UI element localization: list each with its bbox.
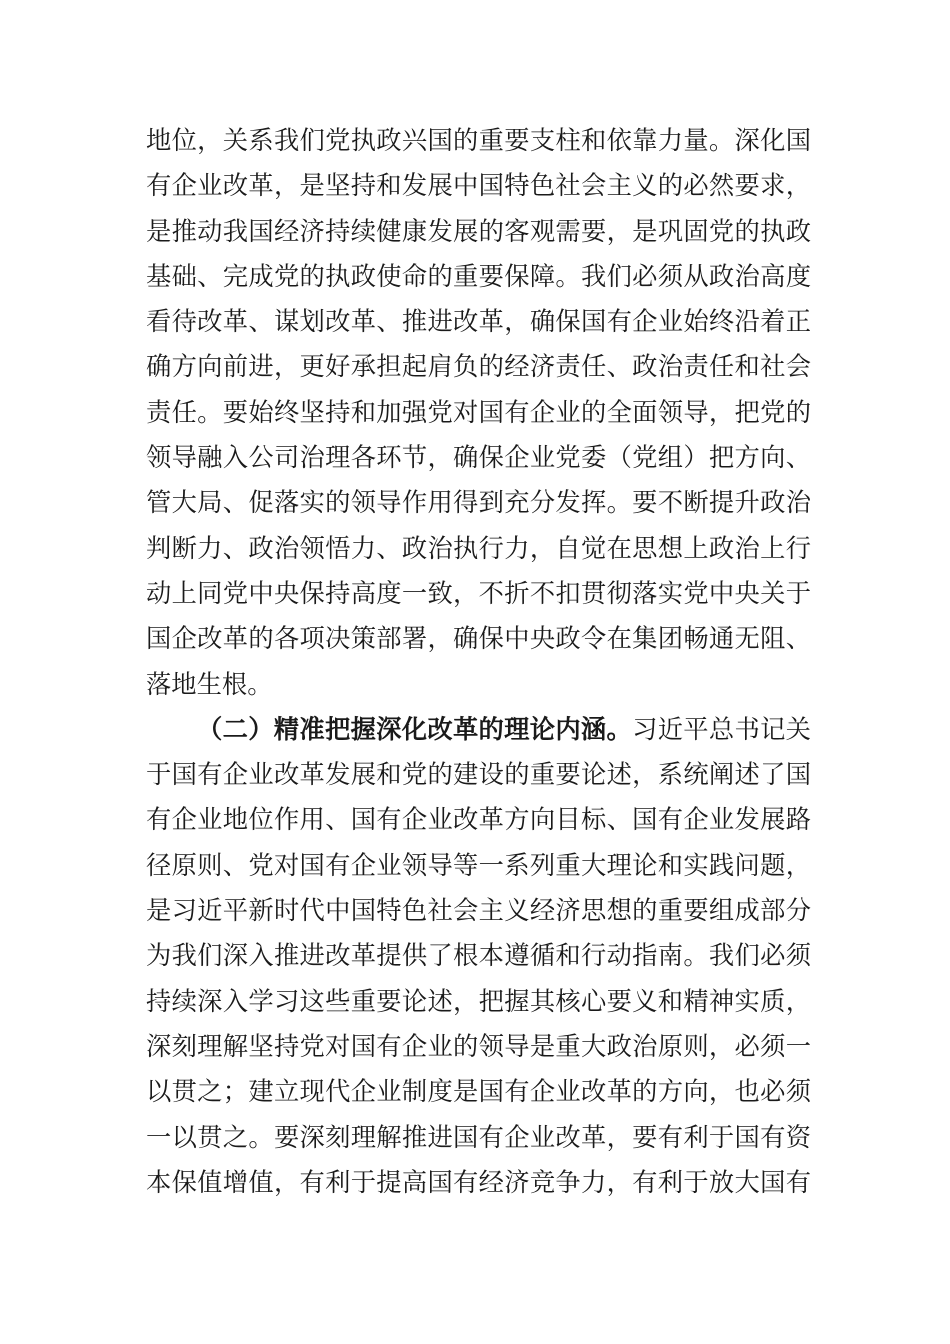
text-line: 确方向前进，更好承担起肩负的经济责任、政治责任和社会: [146, 352, 811, 382]
text-line: 深刻理解坚持党对国有企业的领导是重大政治原则，必须一: [146, 1031, 811, 1061]
text-line: 有企业地位作用、国有企业改革方向目标、国有企业发展路: [146, 805, 811, 835]
text-line: 于国有企业改革发展和党的建设的重要论述，系统阐述了国: [146, 760, 811, 790]
text-line: 一以贯之。要深刻理解推进国有企业改革，要有利于国有资: [146, 1122, 811, 1152]
text-line: 是习近平新时代中国特色社会主义经济思想的重要组成部分: [146, 896, 811, 926]
text-line: 持续深入学习这些重要论述，把握其核心要义和精神实质，: [146, 986, 811, 1016]
text-line: 责任。要始终坚持和加强党对国有企业的全面领导，把党的: [146, 397, 811, 427]
text-line: 落地生根。: [146, 669, 273, 699]
section-heading: （二）精准把握深化改革的理论内涵。: [197, 713, 633, 744]
text-line: 判断力、政治领悟力、政治执行力，自觉在思想上政治上行: [146, 533, 811, 563]
text-line: 国企改革的各项决策部署，确保中央政令在集团畅通无阻、: [146, 624, 811, 654]
text-line: 管大局、促落实的领导作用得到充分发挥。要不断提升政治: [146, 488, 811, 518]
text-line: 是推动我国经济持续健康发展的客观需要，是巩固党的执政: [146, 216, 811, 246]
text-line: 径原则、党对国有企业领导等一系列重大理论和实践问题，: [146, 850, 811, 880]
text-line: 看待改革、谋划改革、推进改革，确保国有企业始终沿着正: [146, 307, 811, 337]
text-line: 动上同党中央保持高度一致，不折不扣贯彻落实党中央关于: [146, 578, 811, 608]
paragraph-2-first-line: [146, 707, 811, 752]
paragraph-2: [146, 707, 811, 1205]
text-line: 有企业改革，是坚持和发展中国特色社会主义的必然要求，: [146, 171, 811, 201]
text-line: 领导融入公司治理各环节，确保企业党委（党组）把方向、: [146, 443, 811, 473]
text-line: 地位，关系我们党执政兴国的重要支柱和依靠力量。深化国: [146, 126, 811, 155]
body-text: [146, 118, 811, 1205]
text-run: 习近平总书记关: [632, 714, 811, 744]
text-line: 基础、完成党的执政使命的重要保障。我们必须从政治高度: [146, 261, 811, 291]
text-line: 以贯之；建立现代企业制度是国有企业改革的方向，也必须: [146, 1077, 811, 1107]
text-line: 为我们深入推进改革提供了根本遵循和行动指南。我们必须: [146, 941, 811, 971]
text-line: 本保值增值，有利于提高国有经济竞争力，有利于放大国有: [146, 1167, 811, 1197]
paragraph-1: [146, 118, 811, 707]
